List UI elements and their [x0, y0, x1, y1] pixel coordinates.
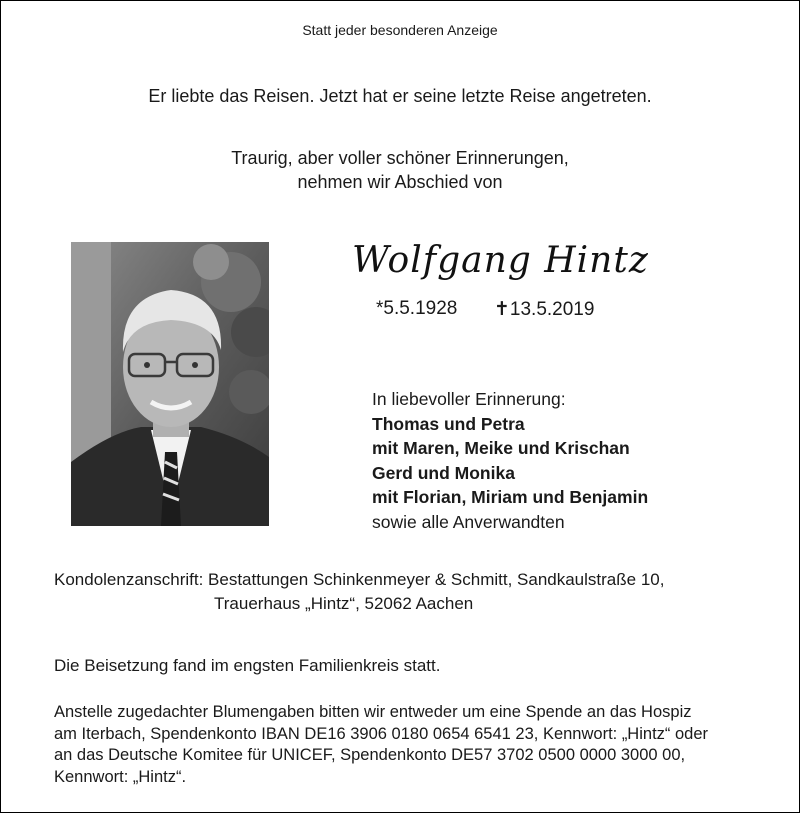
- donation-block: [54, 702, 708, 788]
- portrait-photo-icon: [71, 242, 269, 526]
- family-line-5: sowie alle Anverwandten: [372, 511, 565, 532]
- family-line-1: Thomas und Petra: [372, 413, 525, 434]
- family-block: [372, 387, 648, 534]
- notice-header: Statt jeder besonderen Anzeige: [302, 22, 498, 38]
- intro-line-1: Traurig, aber voller schöner Erinnerungen,: [231, 148, 569, 168]
- donation-line-1: Anstelle zugedachter Blumengaben bitten wir entweder um eine Spende an das Hospiz: [54, 703, 692, 721]
- deceased-name: Wolfgang Hintz: [352, 240, 649, 281]
- intro-line-2: nehmen wir Abschied von: [297, 172, 503, 192]
- condolence-address-line-2: Trauerhaus „Hintz“, 52062 Aachen: [214, 594, 474, 613]
- birth-date: *5.5.1928: [376, 298, 458, 319]
- donation-line-3: an das Deutsche Komitee für UNICEF, Spendenkonto DE57 3702 0500 0000 3000 00,: [54, 746, 686, 764]
- donation-line-2: am Iterbach, Spendenkonto IBAN DE16 3906 0180 0654 6541 23, Kennwort: „Hintz“ oder: [54, 724, 709, 743]
- family-line-3: Gerd und Monika: [372, 462, 515, 483]
- burial-note: Die Beisetzung fand im engsten Familienkreis statt.: [54, 656, 441, 675]
- family-line-4: mit Florian, Miriam und Benjamin: [372, 487, 649, 507]
- condolence-address-line-1: Kondolenzanschrift: Bestattungen Schinkenmeyer & Schmitt, Sandkaulstraße 10,: [54, 570, 665, 589]
- portrait-photo: [71, 242, 269, 526]
- motto-text: Er liebte das Reisen. Jetzt hat er seine letzte Reise angetreten.: [148, 86, 652, 106]
- family-line-2: mit Maren, Meike und Krischan: [372, 438, 630, 458]
- family-intro: In liebevoller Erinnerung:: [372, 389, 566, 409]
- donation-line-4: Kennwort: „Hintz“.: [54, 767, 187, 786]
- death-date: ✝13.5.2019: [494, 299, 595, 320]
